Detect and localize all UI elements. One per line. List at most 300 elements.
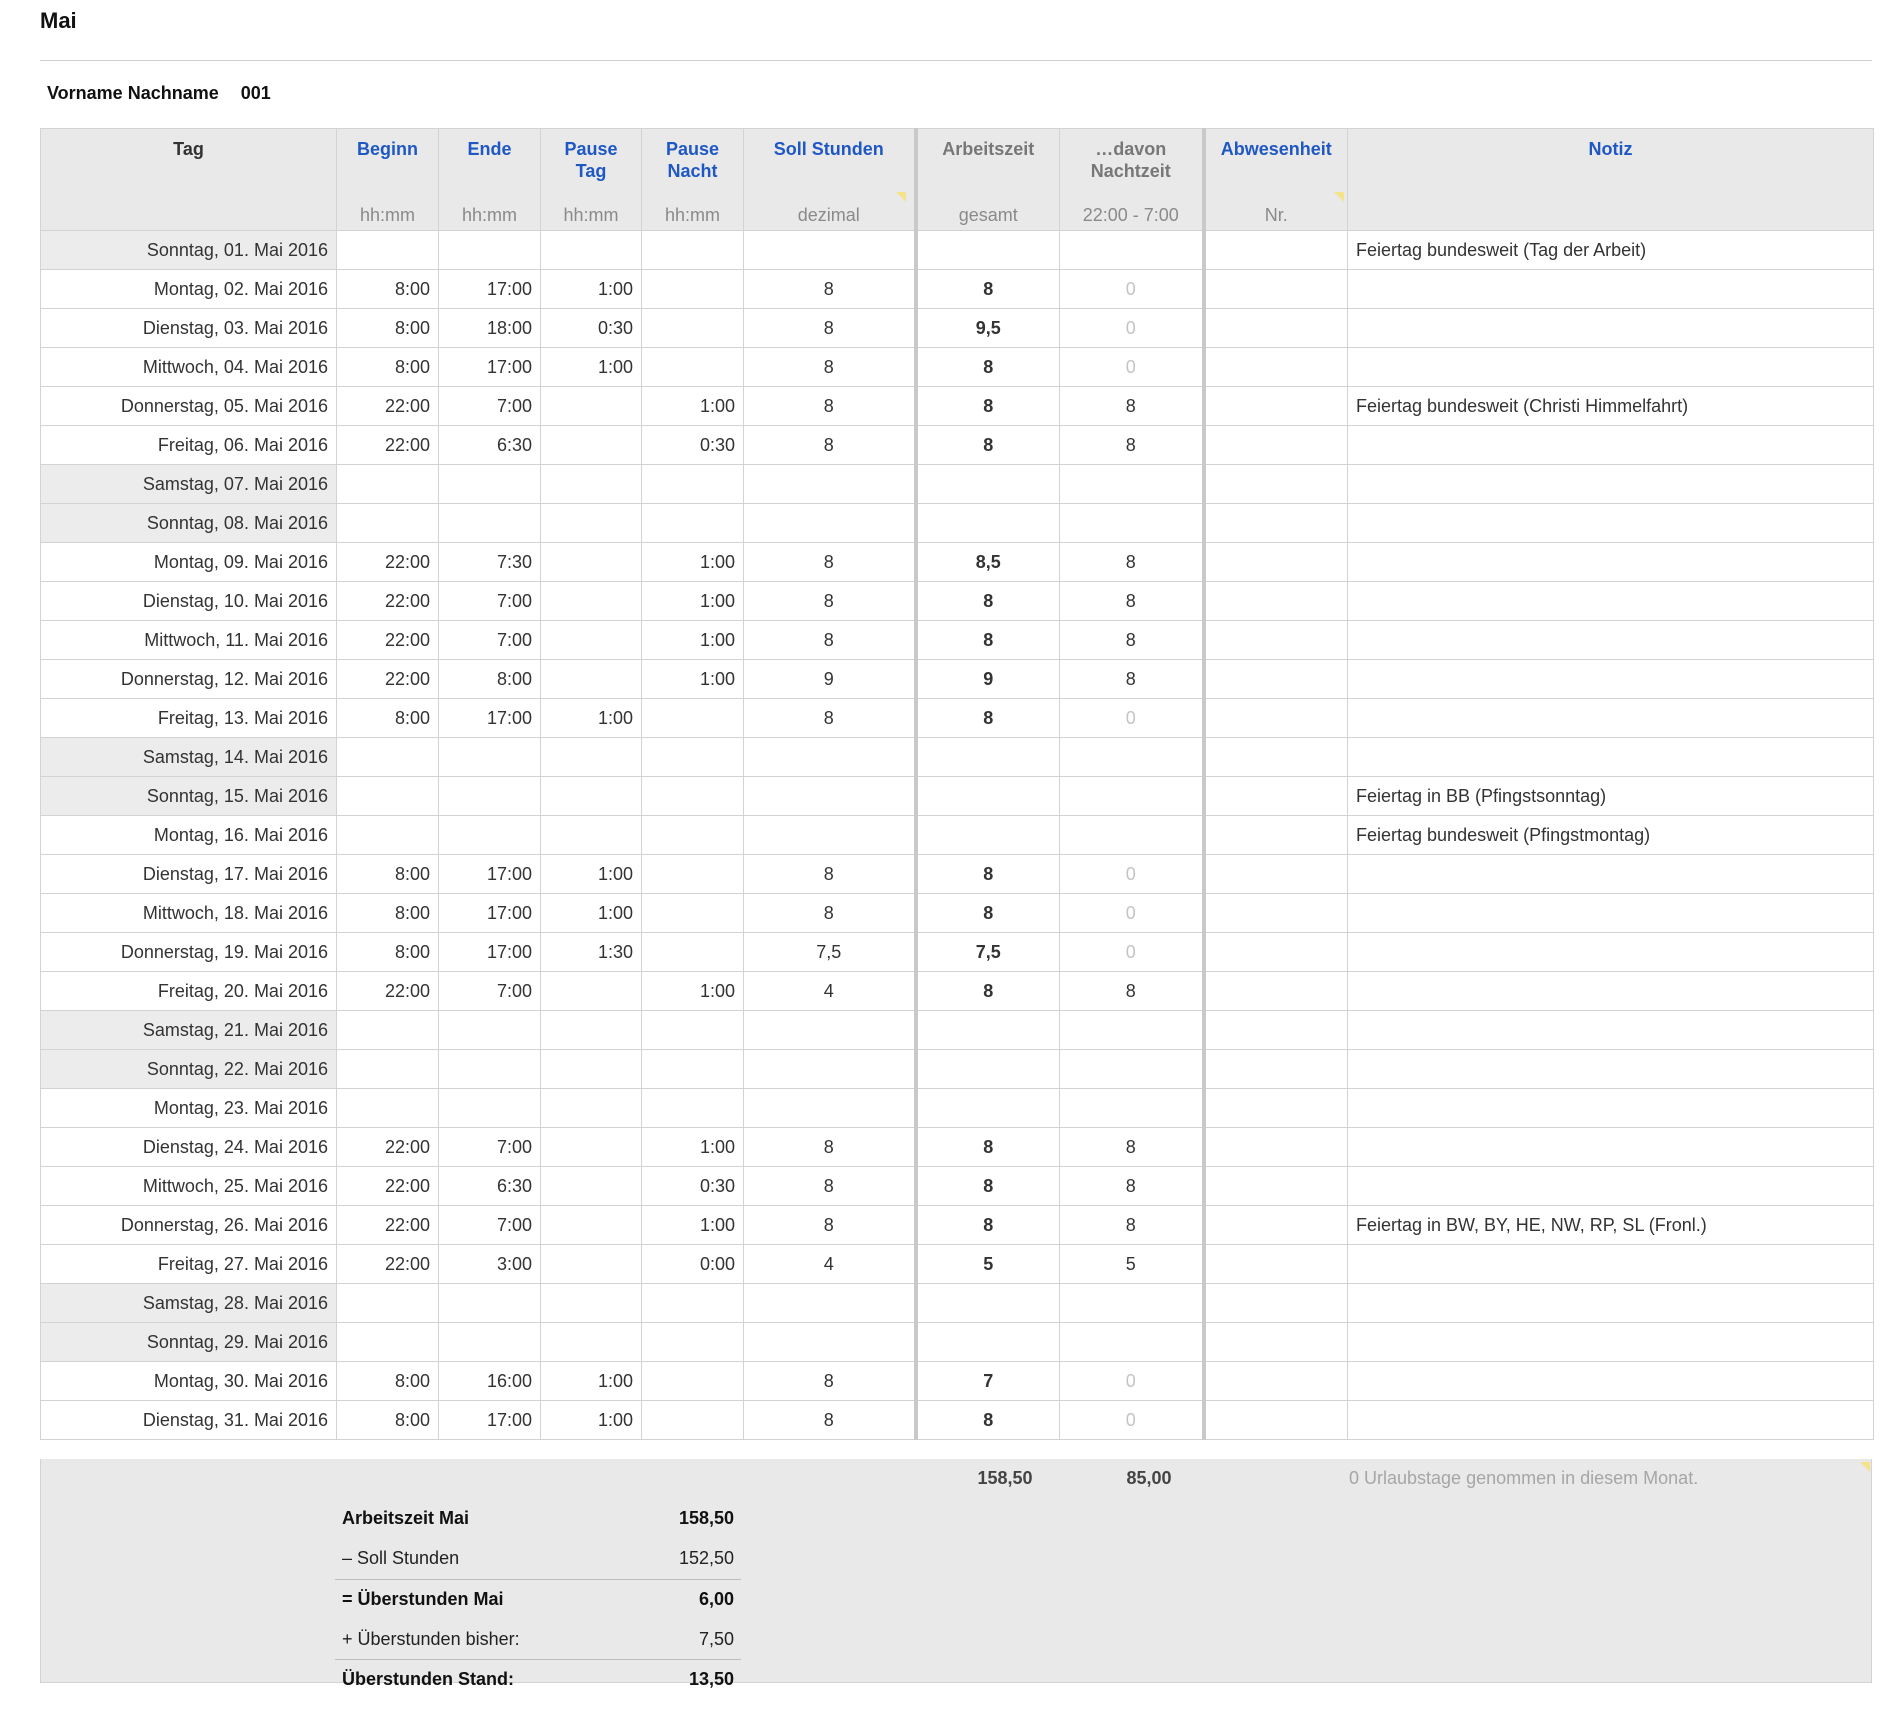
cell-beginn[interactable]: 22:00 (337, 1206, 439, 1245)
cell-beginn[interactable] (337, 777, 439, 816)
cell-notiz[interactable] (1348, 270, 1874, 309)
cell-beginn[interactable]: 22:00 (337, 426, 439, 465)
cell-notiz[interactable] (1348, 738, 1874, 777)
cell-soll[interactable]: 8 (744, 1362, 916, 1401)
cell-beginn[interactable]: 8:00 (337, 309, 439, 348)
cell-abwesenheit[interactable] (1204, 1245, 1348, 1284)
cell-soll[interactable]: 8 (744, 270, 916, 309)
cell-soll[interactable]: 4 (744, 972, 916, 1011)
cell-ende[interactable]: 7:00 (439, 972, 541, 1011)
summary-divider (335, 1579, 741, 1580)
cell-nachtzeit: 0 (1060, 894, 1204, 933)
cell-ende[interactable]: 17:00 (439, 699, 541, 738)
cell-ende[interactable] (439, 1050, 541, 1089)
cell-tag: Freitag, 20. Mai 2016 (41, 972, 337, 1011)
cell-pause-tag[interactable]: 1:30 (541, 933, 642, 972)
cell-arbeitszeit: 8 (916, 582, 1060, 621)
cell-tag: Samstag, 21. Mai 2016 (41, 1011, 337, 1050)
cell-notiz[interactable] (1348, 1323, 1874, 1362)
cell-notiz[interactable]: Feiertag in BB (Pfingstsonntag) (1348, 777, 1874, 816)
cell-ende[interactable] (439, 231, 541, 270)
cell-pause-tag[interactable]: 1:00 (541, 1401, 642, 1440)
cell-ende[interactable]: 6:30 (439, 1167, 541, 1206)
cell-arbeitszeit (916, 1284, 1060, 1323)
cell-soll[interactable]: 8 (744, 309, 916, 348)
cell-abwesenheit[interactable] (1204, 894, 1348, 933)
cell-tag: Freitag, 27. Mai 2016 (41, 1245, 337, 1284)
cell-ende[interactable] (439, 777, 541, 816)
cell-pause-tag[interactable] (541, 660, 642, 699)
cell-abwesenheit[interactable] (1204, 504, 1348, 543)
cell-ende[interactable] (439, 816, 541, 855)
cell-abwesenheit[interactable] (1204, 1011, 1348, 1050)
cell-pause-tag[interactable] (541, 582, 642, 621)
comment-marker-icon[interactable] (896, 192, 906, 202)
cell-notiz[interactable] (1348, 504, 1874, 543)
cell-tag: Dienstag, 24. Mai 2016 (41, 1128, 337, 1167)
cell-pause-nacht[interactable] (642, 699, 744, 738)
cell-nachtzeit: 8 (1060, 1128, 1204, 1167)
table-row (41, 1401, 1874, 1440)
cell-soll[interactable]: 4 (744, 1245, 916, 1284)
cell-arbeitszeit: 8 (916, 270, 1060, 309)
cell-pause-nacht[interactable] (642, 933, 744, 972)
cell-pause-nacht[interactable]: 0:30 (642, 426, 744, 465)
cell-abwesenheit[interactable] (1204, 543, 1348, 582)
cell-abwesenheit[interactable] (1204, 387, 1348, 426)
cell-beginn[interactable]: 22:00 (337, 1128, 439, 1167)
cell-pause-tag[interactable]: 1:00 (541, 348, 642, 387)
summary-label: – Soll Stunden (342, 1548, 460, 1568)
cell-pause-nacht[interactable]: 1:00 (642, 1128, 744, 1167)
cell-abwesenheit[interactable] (1204, 1206, 1348, 1245)
cell-nachtzeit (1060, 1050, 1204, 1089)
cell-ende[interactable]: 7:00 (439, 582, 541, 621)
cell-soll[interactable]: 8 (744, 1401, 916, 1440)
cell-beginn[interactable] (337, 1323, 439, 1362)
cell-arbeitszeit: 8 (916, 387, 1060, 426)
cell-pause-nacht[interactable] (642, 1362, 744, 1401)
cell-pause-tag[interactable] (541, 543, 642, 582)
cell-arbeitszeit (916, 1323, 1060, 1362)
cell-soll[interactable] (744, 777, 916, 816)
cell-abwesenheit[interactable] (1204, 777, 1348, 816)
cell-ende[interactable] (439, 1011, 541, 1050)
title-divider (40, 60, 1872, 61)
table-row (41, 1089, 1874, 1128)
table-row (41, 738, 1874, 777)
cell-abwesenheit[interactable] (1204, 738, 1348, 777)
cell-arbeitszeit: 8 (916, 1128, 1060, 1167)
cell-beginn[interactable]: 8:00 (337, 1362, 439, 1401)
cell-soll[interactable] (744, 738, 916, 777)
cell-abwesenheit[interactable] (1204, 1128, 1348, 1167)
cell-ende[interactable] (439, 1284, 541, 1323)
cell-pause-nacht[interactable]: 1:00 (642, 1206, 744, 1245)
cell-notiz[interactable] (1348, 1284, 1874, 1323)
cell-ende[interactable] (439, 465, 541, 504)
cell-soll[interactable] (744, 1323, 916, 1362)
cell-pause-tag[interactable]: 1:00 (541, 270, 642, 309)
cell-beginn[interactable] (337, 465, 439, 504)
cell-notiz[interactable] (1348, 855, 1874, 894)
cell-beginn[interactable] (337, 1011, 439, 1050)
col-header-notiz[interactable]: Notiz (1348, 129, 1874, 201)
cell-pause-tag[interactable] (541, 1128, 642, 1167)
cell-soll[interactable] (744, 504, 916, 543)
cell-ende[interactable]: 7:30 (439, 543, 541, 582)
cell-notiz[interactable] (1348, 1401, 1874, 1440)
cell-soll[interactable]: 8 (744, 582, 916, 621)
table-row (41, 1362, 1874, 1401)
employee-number: 001 (240, 83, 271, 103)
cell-soll[interactable]: 8 (744, 543, 916, 582)
cell-beginn[interactable] (337, 738, 439, 777)
cell-tag: Mittwoch, 11. Mai 2016 (41, 621, 337, 660)
cell-tag: Donnerstag, 12. Mai 2016 (41, 660, 337, 699)
cell-ende[interactable]: 16:00 (439, 1362, 541, 1401)
cell-notiz[interactable]: Feiertag bundesweit (Pfingstmontag) (1348, 816, 1874, 855)
cell-pause-nacht[interactable]: 1:00 (642, 660, 744, 699)
cell-abwesenheit[interactable] (1204, 816, 1348, 855)
cell-pause-nacht[interactable]: 1:00 (642, 621, 744, 660)
cell-notiz[interactable] (1348, 933, 1874, 972)
cell-notiz[interactable] (1348, 1167, 1874, 1206)
totals-area (40, 1459, 1872, 1683)
col-header-pause-tag[interactable]: Pause Tag (541, 129, 642, 201)
cell-beginn[interactable]: 8:00 (337, 1401, 439, 1440)
table-row (41, 699, 1874, 738)
summary-value: 158,50 (678, 1508, 734, 1528)
cell-arbeitszeit (916, 1011, 1060, 1050)
cell-pause-nacht[interactable] (642, 270, 744, 309)
cell-soll[interactable]: 8 (744, 1128, 916, 1167)
cell-abwesenheit[interactable] (1204, 660, 1348, 699)
cell-beginn[interactable] (337, 816, 439, 855)
comment-marker-icon[interactable] (1334, 192, 1344, 202)
cell-pause-tag[interactable] (541, 465, 642, 504)
cell-notiz[interactable] (1348, 465, 1874, 504)
cell-ende[interactable] (439, 1323, 541, 1362)
table-row (41, 387, 1874, 426)
cell-notiz[interactable] (1348, 1011, 1874, 1050)
unit-tag (41, 200, 337, 231)
table-row (41, 1011, 1874, 1050)
cell-notiz[interactable] (1348, 1362, 1874, 1401)
cell-pause-nacht[interactable] (642, 1011, 744, 1050)
cell-pause-nacht[interactable] (642, 465, 744, 504)
cell-pause-tag[interactable]: 0:30 (541, 309, 642, 348)
cell-soll[interactable]: 7,5 (744, 933, 916, 972)
cell-pause-nacht[interactable] (642, 348, 744, 387)
table-row (41, 1128, 1874, 1167)
cell-abwesenheit[interactable] (1204, 699, 1348, 738)
cell-pause-nacht[interactable] (642, 309, 744, 348)
cell-beginn[interactable]: 22:00 (337, 582, 439, 621)
cell-arbeitszeit: 7 (916, 1362, 1060, 1401)
cell-soll[interactable] (744, 1011, 916, 1050)
cell-ende[interactable]: 17:00 (439, 933, 541, 972)
cell-abwesenheit[interactable] (1204, 1167, 1348, 1206)
cell-beginn[interactable]: 22:00 (337, 621, 439, 660)
cell-notiz[interactable]: Feiertag bundesweit (Tag der Arbeit) (1348, 231, 1874, 270)
cell-pause-tag[interactable] (541, 738, 642, 777)
cell-abwesenheit[interactable] (1204, 933, 1348, 972)
cell-abwesenheit[interactable] (1204, 582, 1348, 621)
cell-ende[interactable]: 8:00 (439, 660, 541, 699)
unit-arbeitszeit: gesamt (916, 200, 1060, 231)
cell-arbeitszeit: 8 (916, 855, 1060, 894)
cell-ende[interactable]: 3:00 (439, 1245, 541, 1284)
cell-arbeitszeit (916, 777, 1060, 816)
cell-pause-tag[interactable] (541, 1245, 642, 1284)
cell-nachtzeit (1060, 1284, 1204, 1323)
cell-ende[interactable]: 7:00 (439, 387, 541, 426)
cell-arbeitszeit: 8 (916, 699, 1060, 738)
cell-ende[interactable]: 17:00 (439, 348, 541, 387)
cell-pause-tag[interactable]: 1:00 (541, 1362, 642, 1401)
cell-beginn[interactable]: 8:00 (337, 348, 439, 387)
cell-soll[interactable] (744, 1089, 916, 1128)
timesheet-table (40, 128, 1874, 1440)
cell-beginn[interactable]: 22:00 (337, 1167, 439, 1206)
cell-pause-tag[interactable] (541, 1284, 642, 1323)
cell-pause-nacht[interactable]: 1:00 (642, 582, 744, 621)
cell-notiz[interactable]: Feiertag bundesweit (Christi Himmelfahrt) (1348, 387, 1874, 426)
cell-nachtzeit (1060, 465, 1204, 504)
unit-pause-tag: hh:mm (541, 200, 642, 231)
cell-abwesenheit[interactable] (1204, 309, 1348, 348)
cell-tag: Dienstag, 03. Mai 2016 (41, 309, 337, 348)
cell-ende[interactable]: 7:00 (439, 1128, 541, 1167)
cell-nachtzeit (1060, 777, 1204, 816)
cell-notiz[interactable] (1348, 660, 1874, 699)
comment-marker-icon[interactable] (1860, 1462, 1870, 1472)
table-row (41, 582, 1874, 621)
cell-pause-tag[interactable] (541, 387, 642, 426)
cell-tag: Samstag, 07. Mai 2016 (41, 465, 337, 504)
cell-beginn[interactable] (337, 231, 439, 270)
cell-beginn[interactable]: 22:00 (337, 1245, 439, 1284)
total-arbeitszeit: 158,50 (977, 1468, 1033, 1488)
cell-notiz[interactable] (1348, 621, 1874, 660)
cell-ende[interactable]: 17:00 (439, 1401, 541, 1440)
cell-tag: Donnerstag, 26. Mai 2016 (41, 1206, 337, 1245)
cell-notiz[interactable] (1348, 699, 1874, 738)
cell-ende[interactable]: 6:30 (439, 426, 541, 465)
table-row (41, 777, 1874, 816)
table-row (41, 933, 1874, 972)
cell-pause-tag[interactable] (541, 504, 642, 543)
cell-tag: Mittwoch, 04. Mai 2016 (41, 348, 337, 387)
cell-beginn[interactable]: 8:00 (337, 855, 439, 894)
cell-pause-nacht[interactable]: 0:00 (642, 1245, 744, 1284)
cell-pause-nacht[interactable] (642, 855, 744, 894)
cell-soll[interactable]: 8 (744, 894, 916, 933)
cell-pause-nacht[interactable] (642, 231, 744, 270)
cell-nachtzeit: 0 (1060, 348, 1204, 387)
cell-pause-tag[interactable] (541, 426, 642, 465)
col-header-pause-nacht[interactable]: Pause Nacht (642, 129, 744, 201)
cell-abwesenheit[interactable] (1204, 270, 1348, 309)
cell-pause-tag[interactable] (541, 1206, 642, 1245)
cell-beginn[interactable] (337, 1050, 439, 1089)
cell-ende[interactable]: 17:00 (439, 894, 541, 933)
cell-ende[interactable]: 17:00 (439, 270, 541, 309)
cell-notiz[interactable] (1348, 1089, 1874, 1128)
table-row (41, 1323, 1874, 1362)
cell-beginn[interactable]: 8:00 (337, 933, 439, 972)
col-header-soll[interactable]: Soll Stunden (744, 129, 916, 201)
cell-pause-nacht[interactable]: 1:00 (642, 387, 744, 426)
cell-beginn[interactable]: 8:00 (337, 699, 439, 738)
cell-soll[interactable] (744, 1284, 916, 1323)
cell-ende[interactable]: 7:00 (439, 1206, 541, 1245)
cell-pause-tag[interactable] (541, 972, 642, 1011)
cell-pause-nacht[interactable] (642, 738, 744, 777)
table-row (41, 1206, 1874, 1245)
day-rows (41, 231, 1874, 1440)
cell-arbeitszeit: 8 (916, 972, 1060, 1011)
cell-notiz[interactable] (1348, 309, 1874, 348)
header-row (41, 129, 1874, 201)
cell-pause-tag[interactable]: 1:00 (541, 855, 642, 894)
cell-soll[interactable] (744, 816, 916, 855)
cell-soll[interactable]: 8 (744, 387, 916, 426)
cell-pause-nacht[interactable] (642, 777, 744, 816)
cell-soll[interactable]: 9 (744, 660, 916, 699)
col-header-ende[interactable]: Ende (439, 129, 541, 201)
cell-pause-tag[interactable]: 1:00 (541, 894, 642, 933)
cell-soll[interactable]: 8 (744, 855, 916, 894)
cell-ende[interactable] (439, 504, 541, 543)
col-header-beginn[interactable]: Beginn (337, 129, 439, 201)
cell-soll[interactable] (744, 231, 916, 270)
cell-pause-tag[interactable]: 1:00 (541, 699, 642, 738)
cell-pause-nacht[interactable] (642, 816, 744, 855)
cell-pause-nacht[interactable]: 0:30 (642, 1167, 744, 1206)
cell-pause-nacht[interactable] (642, 1401, 744, 1440)
cell-pause-nacht[interactable]: 1:00 (642, 543, 744, 582)
cell-abwesenheit[interactable] (1204, 348, 1348, 387)
cell-tag: Montag, 30. Mai 2016 (41, 1362, 337, 1401)
cell-pause-nacht[interactable] (642, 1284, 744, 1323)
cell-pause-tag[interactable] (541, 1167, 642, 1206)
cell-beginn[interactable]: 22:00 (337, 972, 439, 1011)
cell-abwesenheit[interactable] (1204, 1284, 1348, 1323)
cell-soll[interactable]: 8 (744, 1206, 916, 1245)
cell-pause-nacht[interactable] (642, 1323, 744, 1362)
cell-pause-tag[interactable] (541, 1050, 642, 1089)
cell-beginn[interactable] (337, 1089, 439, 1128)
cell-soll[interactable]: 8 (744, 621, 916, 660)
summary-value: 152,50 (678, 1548, 734, 1568)
cell-nachtzeit: 0 (1060, 699, 1204, 738)
cell-notiz[interactable] (1348, 1128, 1874, 1167)
col-header-abwesenheit[interactable]: Abwesenheit (1204, 129, 1348, 201)
cell-soll[interactable] (744, 1050, 916, 1089)
cell-nachtzeit: 0 (1060, 1401, 1204, 1440)
cell-pause-nacht[interactable] (642, 894, 744, 933)
cell-nachtzeit (1060, 231, 1204, 270)
cell-abwesenheit[interactable] (1204, 1050, 1348, 1089)
cell-beginn[interactable] (337, 1284, 439, 1323)
cell-pause-tag[interactable] (541, 777, 642, 816)
cell-beginn[interactable]: 8:00 (337, 894, 439, 933)
cell-soll[interactable]: 8 (744, 426, 916, 465)
cell-tag: Sonntag, 08. Mai 2016 (41, 504, 337, 543)
cell-beginn[interactable]: 22:00 (337, 387, 439, 426)
cell-notiz[interactable] (1348, 894, 1874, 933)
summary-value: 7,50 (698, 1629, 734, 1649)
cell-abwesenheit[interactable] (1204, 621, 1348, 660)
cell-pause-nacht[interactable] (642, 504, 744, 543)
cell-abwesenheit[interactable] (1204, 1089, 1348, 1128)
cell-nachtzeit: 8 (1060, 426, 1204, 465)
cell-notiz[interactable] (1348, 582, 1874, 621)
cell-soll[interactable] (744, 465, 916, 504)
cell-pause-nacht[interactable] (642, 1050, 744, 1089)
cell-nachtzeit: 0 (1060, 855, 1204, 894)
cell-nachtzeit: 8 (1060, 543, 1204, 582)
cell-pause-nacht[interactable] (642, 1089, 744, 1128)
cell-arbeitszeit: 9,5 (916, 309, 1060, 348)
cell-nachtzeit: 8 (1060, 1167, 1204, 1206)
cell-ende[interactable]: 18:00 (439, 309, 541, 348)
cell-ende[interactable] (439, 738, 541, 777)
cell-pause-tag[interactable] (541, 1323, 642, 1362)
cell-notiz[interactable] (1348, 972, 1874, 1011)
cell-notiz[interactable] (1348, 1245, 1874, 1284)
cell-pause-nacht[interactable]: 1:00 (642, 972, 744, 1011)
cell-notiz[interactable] (1348, 426, 1874, 465)
cell-ende[interactable]: 7:00 (439, 621, 541, 660)
cell-beginn[interactable]: 22:00 (337, 660, 439, 699)
cell-tag: Dienstag, 17. Mai 2016 (41, 855, 337, 894)
cell-abwesenheit[interactable] (1204, 1362, 1348, 1401)
cell-soll[interactable]: 8 (744, 699, 916, 738)
cell-pause-tag[interactable] (541, 1089, 642, 1128)
cell-beginn[interactable]: 22:00 (337, 543, 439, 582)
cell-pause-tag[interactable] (541, 1011, 642, 1050)
cell-abwesenheit[interactable] (1204, 426, 1348, 465)
unit-pause-nacht: hh:mm (642, 200, 744, 231)
cell-notiz[interactable] (1348, 1050, 1874, 1089)
cell-abwesenheit[interactable] (1204, 465, 1348, 504)
cell-pause-tag[interactable] (541, 231, 642, 270)
table-row (41, 348, 1874, 387)
cell-abwesenheit[interactable] (1204, 855, 1348, 894)
cell-abwesenheit[interactable] (1204, 231, 1348, 270)
cell-pause-tag[interactable] (541, 621, 642, 660)
cell-notiz[interactable] (1348, 543, 1874, 582)
cell-notiz[interactable]: Feiertag in BW, BY, HE, NW, RP, SL (Fronl.) (1348, 1206, 1874, 1245)
cell-notiz[interactable] (1348, 348, 1874, 387)
cell-beginn[interactable]: 8:00 (337, 270, 439, 309)
cell-arbeitszeit (916, 738, 1060, 777)
cell-abwesenheit[interactable] (1204, 1401, 1348, 1440)
cell-ende[interactable]: 17:00 (439, 855, 541, 894)
summary-row (342, 1660, 742, 1699)
cell-soll[interactable]: 8 (744, 1167, 916, 1206)
cell-beginn[interactable] (337, 504, 439, 543)
cell-abwesenheit[interactable] (1204, 972, 1348, 1011)
cell-arbeitszeit (916, 465, 1060, 504)
cell-pause-tag[interactable] (541, 816, 642, 855)
cell-ende[interactable] (439, 1089, 541, 1128)
cell-abwesenheit[interactable] (1204, 1323, 1348, 1362)
cell-soll[interactable]: 8 (744, 348, 916, 387)
